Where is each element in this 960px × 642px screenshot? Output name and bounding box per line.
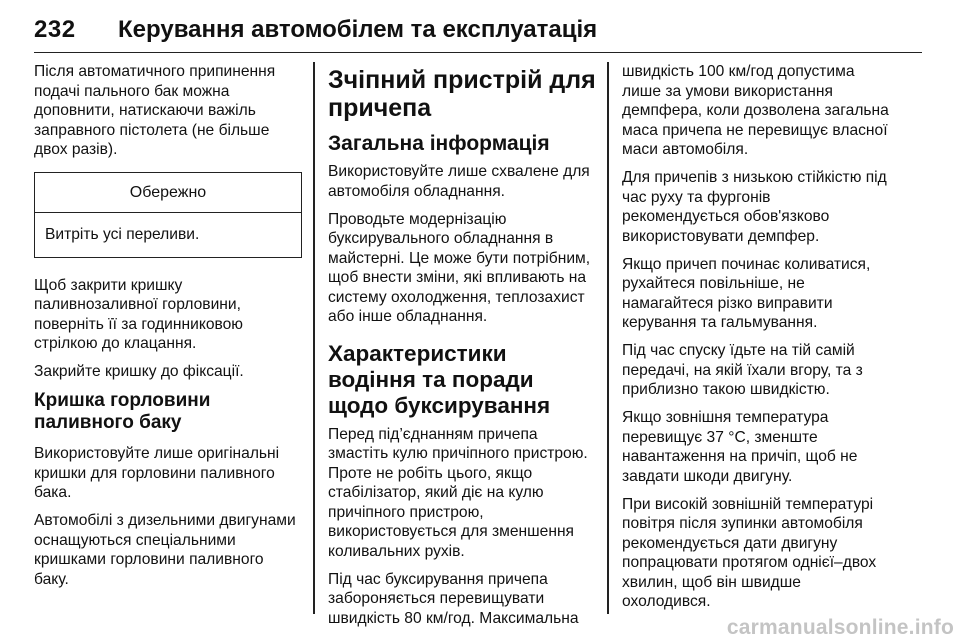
paragraph: Використовуйте лише оригінальні кришки для горловини паливного бака. (34, 445, 280, 501)
caution-text: Витріть усі переливи. (45, 226, 200, 243)
paragraph: Проводьте модернізацію буксирувального обладнання в майстерні. Це може бути потрібним, щоб внести зміни, які впливають на систему охолодження, теплозахист або інше обладнання. (328, 210, 591, 325)
column-3 (622, 62, 890, 620)
paragraph: Якщо зовнішня температура перевищує 37 °C, зменште навантаження на причіп, щоб не завдати шкоди двигуну. (622, 409, 858, 485)
paragraph: Щоб закрити кришку паливнозаливної горловини, поверніть її за годинниковою стрілкою до клацання. (34, 276, 243, 352)
paragraph: Під час буксирування причепа забороняється перевищувати швидкість 80 км/год. Максимальна (328, 570, 579, 627)
paragraph: Перед під’єднанням причепа змастіть кулю причіпного пристрою. Проте не робіть цього, якщо стабілізатор, який діє на кулю причіпного пристрою, використовується для зменшення коливальних рухів. (328, 425, 588, 560)
column-2 (328, 62, 596, 637)
driving-tips-heading: Характеристики водіння та поради щодо буксирування (328, 340, 551, 418)
paragraph: При високій зовнішній температурі повітря після зупинки автомобіля рекомендується дати двигуну попрацювати протягом однієї–двох хвилин, щоб він швидше охолодився. (622, 495, 877, 610)
chapter-title: Керування автомобілем та експлуатація (118, 16, 598, 43)
paragraph: Закрийте кришку до фіксації. (34, 363, 244, 380)
watermark: carmanualsonline.info (726, 616, 954, 639)
paragraph: швидкість 100 км/год допустима лише за умови використання демпфера, коли дозволена загальна маса причепа не перевищує власної маси автомобіля. (622, 63, 889, 158)
paragraph: Для причепів з низькою стійкістю під час руху та фургонів рекомендується обов'язково використовувати демпфер. (622, 169, 887, 245)
paragraph: Якщо причеп починає коливатися, рухайтеся повільніше, не намагайтеся різко виправити керування та гальмування. (622, 255, 871, 331)
paragraph: Автомобілі з дизельними двигунами оснащуються спеціальними кришками горловини паливного баку. (34, 512, 296, 588)
page-number: 232 (34, 16, 76, 43)
paragraph: Під час спуску їдьте на тій самій передачі, на якій їхали вгору, та з приблизно такою швидкістю. (622, 342, 863, 398)
caution-box (34, 172, 302, 258)
page-header (34, 0, 922, 53)
section-title: Зчіпний пристрій для причепа (328, 66, 596, 122)
paragraph: Після автоматичного припинення подачі пального бак можна доповнити, натискаючи важіль заправного пістолета (не більше двох разів). (34, 63, 276, 158)
column-divider (607, 62, 609, 614)
fuel-cap-heading: Кришка горловини паливного баку (34, 390, 211, 433)
column-1 (34, 62, 302, 598)
column-divider (313, 62, 315, 614)
caution-title: Обережно (35, 173, 301, 214)
paragraph: Використовуйте лише схвалене для автомобіля обладнання. (328, 163, 590, 200)
general-info-heading: Загальна інформація (328, 132, 550, 155)
